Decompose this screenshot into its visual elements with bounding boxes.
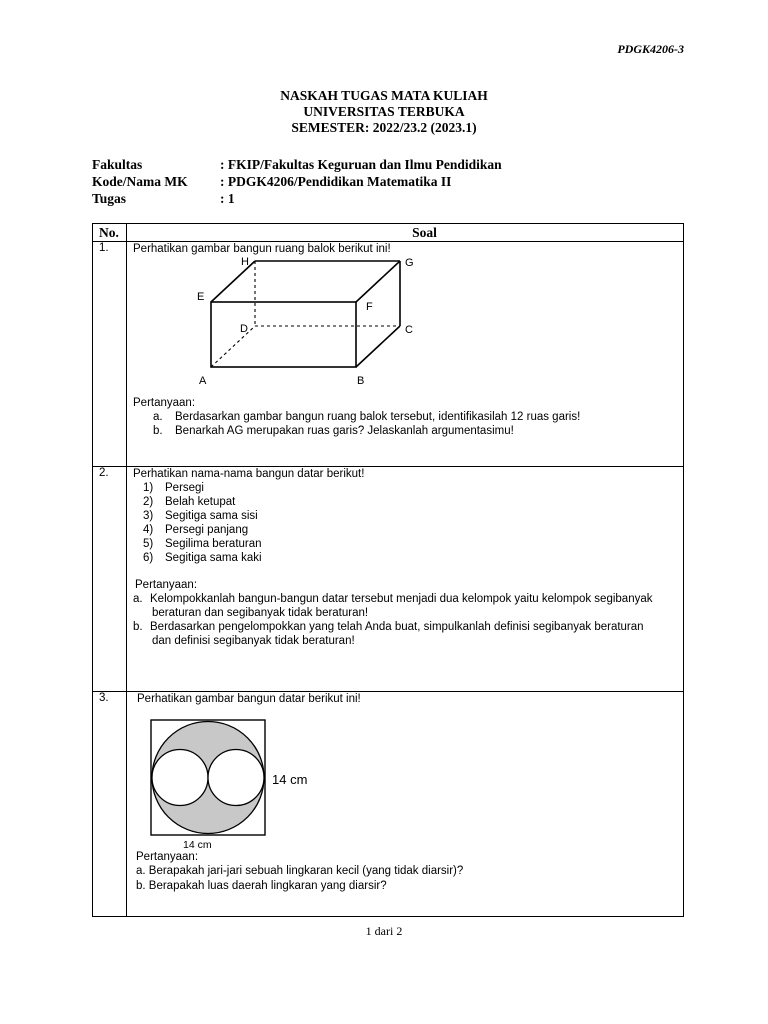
item-label: 2) [143,496,154,508]
question-number: 2. [99,467,109,479]
question-number: 3. [99,692,109,704]
item-text: Persegi panjang [165,524,249,536]
item-text: Segitiga sama kaki [165,552,262,564]
item-text: Segilima beraturan [165,538,262,550]
item-label: a. [153,411,163,423]
list-item [133,523,677,537]
shape-list [133,481,677,565]
meta-value: : FKIP/Fakultas Keguruan dan Ilmu Pendidikan [220,157,502,172]
title-line-1: NASKAH TUGAS MATA KULIAH [280,88,488,103]
question-3 [137,692,677,706]
page-footer: 1 dari 2 [365,924,403,938]
question-item [133,592,677,620]
vertex-label-H: H [241,256,249,268]
question-label: Pertanyaan: [135,579,198,591]
vertex-label-C: C [405,324,413,336]
meta-row-course [92,173,502,190]
edge-AD-hidden [211,326,255,367]
item-text-line: beraturan dan segibanyak tidak beraturan! [152,607,369,619]
course-meta [92,156,502,207]
meta-label: Kode/Nama MK [92,174,188,189]
question-item [133,410,677,424]
questions-table [92,223,684,917]
list-item [133,481,677,495]
list-item [133,509,677,523]
list-item [133,495,677,509]
question-intro: Perhatikan nama-nama bangun datar berikut! [133,468,365,480]
question-2 [133,467,677,648]
item-text-line: Berdasarkan pengelompokkan yang telah Anda buat, simpulkanlah definisi segibanyak beraturan [150,621,644,633]
side-length-label: 14 cm [272,772,308,787]
meta-row-fakultas [92,156,502,173]
item-text: Berdasarkan gambar bangun ruang balok tersebut, identifikasilah 12 ruas garis! [175,411,581,423]
title-block [0,88,768,136]
small-circle-right [208,750,264,806]
item-label: 3) [143,510,154,522]
item-label: b. [153,425,163,437]
meta-value: : PDGK4206/Pendidikan Matematika II [220,174,452,189]
question-3-prompts [136,850,677,893]
list-item [133,537,677,551]
title-line-3: SEMESTER: 2022/23.2 (2023.1) [291,120,477,135]
question-item [133,424,677,438]
edge-BC [356,326,400,367]
item-text-line: Kelompokkanlah bangun-bangun datar tersebut menjadi dua kelompok yaitu kelompok segibanyak [150,593,653,605]
item-text-line: dan definisi segibanyak tidak beraturan! [152,635,355,647]
item-text: Belah ketupat [165,496,236,508]
header-no: No. [99,225,119,240]
header-soal: Soal [412,225,437,240]
cuboid-figure [189,254,429,389]
meta-value: : 1 [220,191,235,206]
item-label: 5) [143,538,154,550]
question-intro: Perhatikan gambar bangun ruang balok berikut ini! [133,243,391,255]
edge-FG [356,261,400,302]
item-text [150,592,653,620]
question-item: a. Berapakah jari-jari sebuah lingkaran kecil (yang tidak diarsir)? [136,865,464,877]
title-line-2: UNIVERSITAS TERBUKA [303,104,465,119]
vertex-label-A: A [199,375,207,387]
question-1-prompts [133,396,677,438]
question-label: Pertanyaan: [133,397,196,409]
item-text [150,620,644,648]
question-intro: Perhatikan gambar bangun datar berikut ini! [137,693,361,705]
document-code: PDGK4206-3 [617,42,684,56]
meta-label: Fakultas [92,157,143,172]
item-label: 4) [143,524,154,536]
vertex-label-D: D [240,323,248,335]
cuboid-front-face [211,302,356,367]
bottom-length-label: 14 cm [183,839,212,850]
meta-row-tugas [92,190,502,207]
item-text: Persegi [165,482,204,494]
question-label: Pertanyaan: [136,851,199,863]
question-item [133,620,677,648]
vertex-label-B: B [357,375,365,387]
question-number: 1. [99,242,109,254]
item-text: Benarkah AG merupakan ruas garis? Jelaskanlah argumentasimu! [175,425,514,437]
vertex-label-F: F [366,301,373,313]
item-label: 1) [143,482,154,494]
question-item: b. Berapakah luas daerah lingkaran yang diarsir? [136,880,387,892]
item-label: a. [133,593,143,605]
column-divider [126,224,127,916]
small-circle-left [152,750,208,806]
item-text: Segitiga sama sisi [165,510,258,522]
item-label: b. [133,621,143,633]
item-label: 6) [143,552,154,564]
circle-figure [149,718,319,850]
vertex-label-G: G [405,257,414,269]
meta-label: Tugas [92,191,127,206]
vertex-label-E: E [197,291,205,303]
list-item [133,551,677,565]
